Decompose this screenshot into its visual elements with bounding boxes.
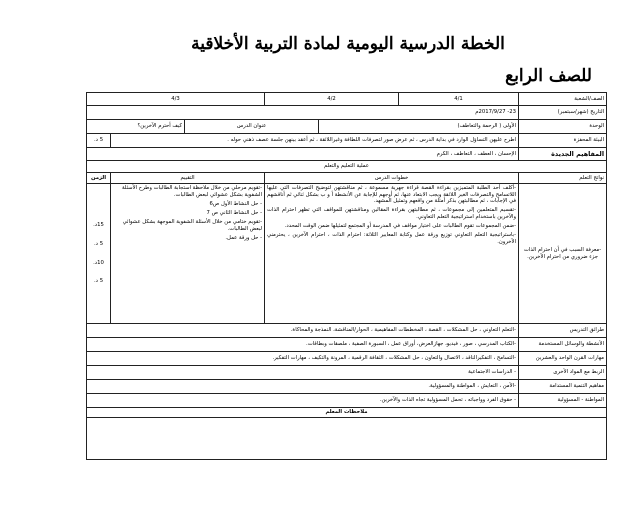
row-column-headers (87, 173, 607, 184)
date-value: 23- 2017/9/27م (87, 106, 519, 120)
assessment-item: - حل النشاط الثاني ص 7 (206, 210, 263, 217)
time-item: 10د. (93, 259, 104, 266)
detail-label: المواطنة - المسؤولية (519, 394, 607, 408)
date-label: التاريخ (شهر/سبتمبر) (519, 106, 607, 120)
detail-row (87, 394, 607, 408)
row-notes-header (87, 408, 607, 418)
row-unit (87, 120, 607, 134)
assessment-cell (111, 184, 265, 324)
time-item: 5 د. (93, 278, 104, 285)
steps-cell (265, 184, 519, 324)
class-section-3: 4/3 (87, 93, 265, 106)
notes-area (87, 418, 607, 460)
time-header: الزمن (87, 173, 111, 184)
class-label: الصف/الشعبة (519, 93, 607, 106)
row-concepts (87, 148, 607, 161)
detail-row (87, 366, 607, 380)
concepts-label: المفاهيم الجديدة (519, 148, 607, 161)
warmup-text: اطرح عليهن التساؤل الوارد في بداية الدرس ، ثم عرض صور لتصرفات اللطافة وغيراللائقة ، ثم أعقد بينهن جلسة عصف ذهني حوله . (111, 134, 519, 148)
time-cell (87, 184, 111, 324)
page-title: الخطة الدرسية اليومية لمادة التربية الأخلاقية (191, 34, 505, 54)
row-class (87, 93, 607, 106)
notes-label: ملاحظات المعلم (87, 408, 607, 418)
assessment-item: -تقويم ختامي من خلال الأسئلة الشفوية الموجهة بشكل عشوائي لبعض الطالبات. (122, 219, 263, 232)
row-process-header (87, 161, 607, 173)
detail-label: مفاهيم التنمية المستدامة (519, 380, 607, 394)
row-notes (87, 418, 607, 460)
assessment-header: التقييم (111, 173, 265, 184)
detail-value: -الكتاب المدرسي ، صور ، فيديو، جهازالعرض، أوراق عمل ، السبورة الصفية ، ملصقات وبطاقات. (87, 338, 519, 352)
steps-header: خطوات الدرس (265, 173, 519, 184)
step-item: -تقسيم المتعلمين إلى مجموعات ، ثم مطالبتهن بقراءة المقالين ومناقشتهن للمواقف التي تظهر احترام الذات والآخرين باستخدام استراتيجية التعلم التعاوني. (267, 207, 517, 221)
step-item: -باستراتيجية التعلم التعاوني توزيع ورقة عمل وكتابة المعايير الثلاثة: احترام الذات ، احترام الآخرين ، يحترمني الآخرون. (267, 232, 517, 246)
class-section-1: 4/1 (399, 93, 519, 106)
detail-label: الأنشطة والوسائل المستخدمة (519, 338, 607, 352)
row-process (87, 184, 607, 324)
row-warmup (87, 134, 607, 148)
outcome-text: -معرفة السبب في أن احترام الذات جزء ضروري من احترام الآخرين. (519, 184, 607, 324)
outcomes-header: نواتج التعلم (519, 173, 607, 184)
lesson-title-value: كيف أحترم الآخرين؟ (87, 120, 185, 134)
detail-value: -التعلم التعاوني ، حل المشكلات ، القصة ، المخططات المفاهيمية ، الحوار/المناقشة، النمذجة والمحاكاة. (87, 324, 519, 338)
time-item: 5 د. (93, 240, 104, 247)
process-header: عملية التعليم والتعلم (87, 161, 607, 173)
row-date (87, 106, 607, 120)
detail-label: مهارات القرن الواحد والعشرين (519, 352, 607, 366)
warmup-time: 5 د. (87, 134, 111, 148)
unit-label: الوحدة (519, 120, 607, 134)
detail-value: - حقوق الفرد وواجباته ، تحمل المسؤولية تجاه الذات والآخرين. (87, 394, 519, 408)
assessment-item: - حل ورقة عمل. (225, 235, 263, 242)
detail-label: طرائق التدريس (519, 324, 607, 338)
assessment-item: -تقويم مرحلي من خلال ملاحظة استجابة الطالبات وطرح الأسئلة الشفوية بشكل عشوائي لبعض الطالبات. (121, 185, 263, 198)
class-section-2: 4/2 (265, 93, 399, 106)
unit-value: الأولى ( الرحمة والتعاطف) (319, 120, 519, 134)
step-item: -ضمن المجموعات تقوم الطالبات على اختيار مواقف في المدرسة أو المجتمع لتمثيلها ضمن الوقت المحدد. (284, 223, 517, 230)
lesson-plan-table (86, 92, 607, 460)
detail-row (87, 380, 607, 394)
detail-row (87, 324, 607, 338)
detail-value: -التسامح ، التفكيرالناقد ، الاتصال والتعاون ، حل المشكلات ، الثقافة الرقمية ، المرونة والتكيف ، مهارات التفكير. (87, 352, 519, 366)
assessment-item: - حل النشاط الأول ص6 (209, 200, 263, 207)
grade-heading: للصف الرابع (505, 66, 592, 86)
detail-row (87, 338, 607, 352)
warmup-label: البيئة المحفزة (519, 134, 607, 148)
lesson-title-label: عنوان الدرس (185, 120, 319, 134)
detail-value: - الدراسات الاجتماعية (87, 366, 519, 380)
concepts-text: الإحسان ، العطف ، التعاطف ، الكرم (87, 148, 519, 161)
detail-row (87, 352, 607, 366)
detail-value: -الأمن ، التعايش ، المواطنة والمسؤولية. (87, 380, 519, 394)
time-item: 15د. (93, 222, 104, 229)
detail-label: الربط مع المواد الأخرى (519, 366, 607, 380)
step-item: -أكلف أحد الطلبة المتميزين بقراءة القصة قراءة جهرية مسموعة ، ثم مناقشتهن لتوضيح التصرفات التي عليها اللاتسامح والتصرفات الغير اللائقة ويجب الابتعاد عنها، ثم أوجهم للإجابة عن الأنشطة أ و ب بشكل ثنائي ثم أناقشهم في الإجابات ، ثم مطالبتهن بذكر أمثلة من واقعهم وتمثيل المشهد. (267, 185, 517, 205)
